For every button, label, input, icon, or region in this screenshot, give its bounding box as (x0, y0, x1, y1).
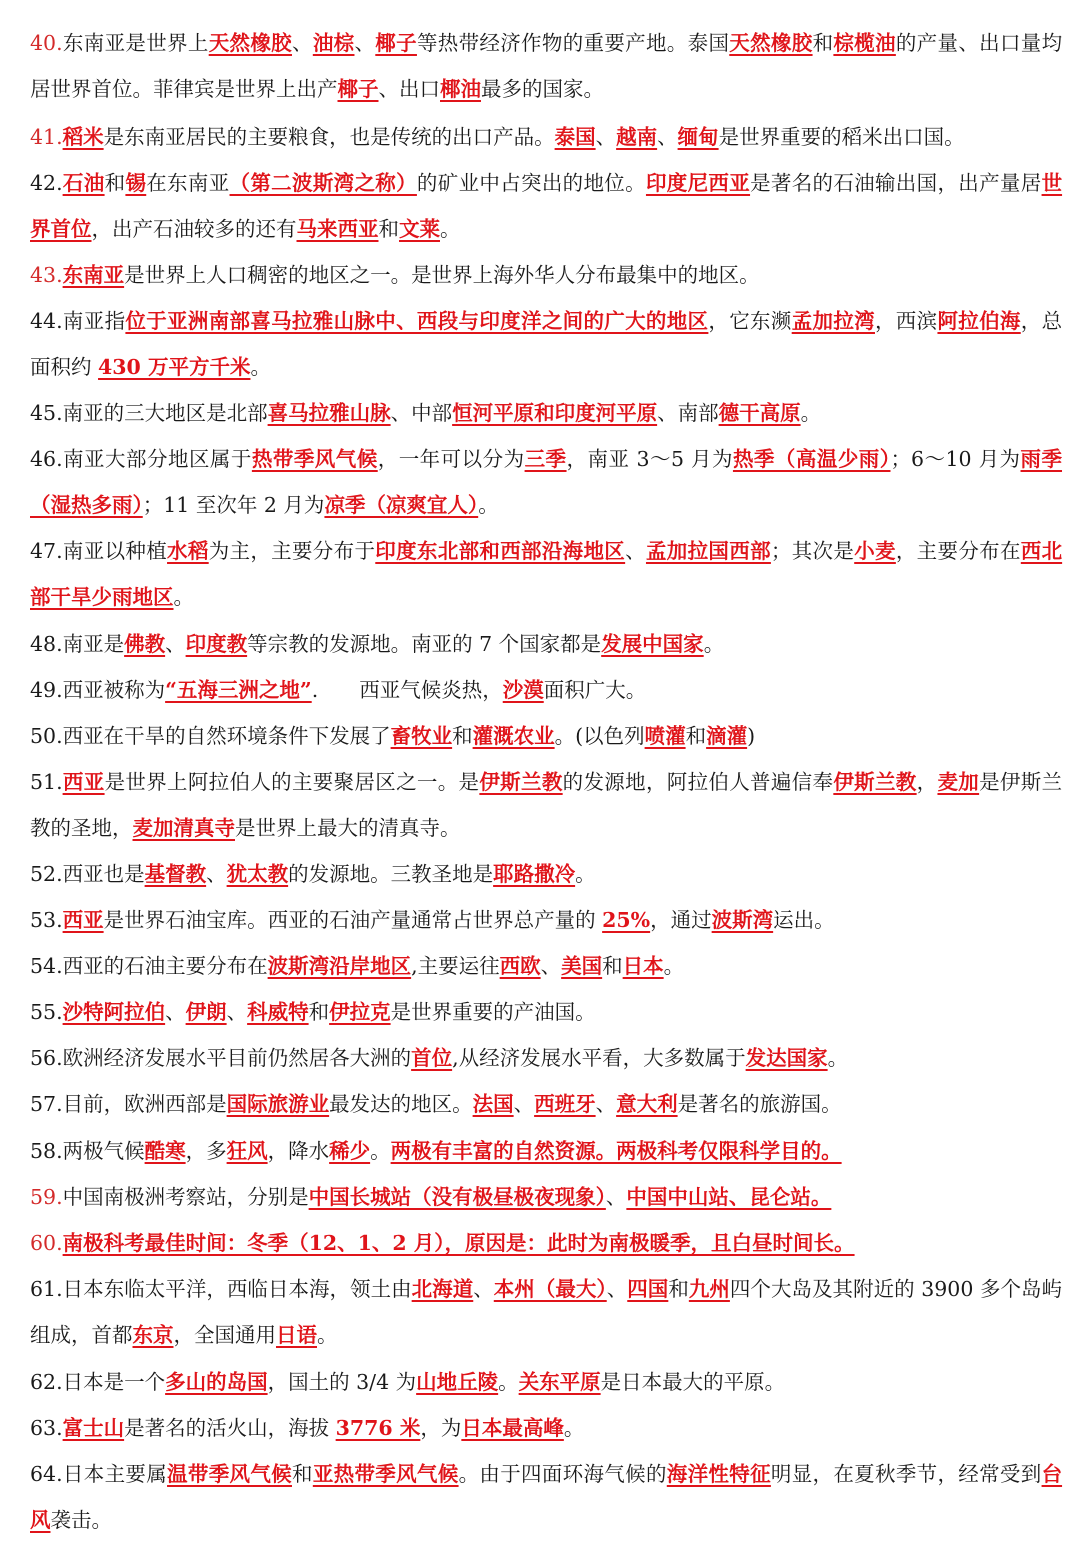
item-text: ) (747, 724, 756, 748)
key-term: 中国中山站、昆仑站。 (626, 1185, 832, 1209)
note-item (30, 298, 1062, 390)
item-text: 日本东临太平洋，西临日本海，领土由 (62, 1277, 412, 1301)
item-text: ，它东濒 (708, 309, 792, 333)
key-term: 凉季（凉爽宜人） (324, 493, 479, 517)
item-text: 袭击。 (50, 1508, 112, 1532)
note-item (30, 989, 1062, 1035)
note-item (30, 528, 1062, 620)
key-term: 世界首位 (30, 171, 1063, 241)
item-text: ，总面积约 (30, 309, 1063, 379)
key-term: 文莱 (399, 217, 440, 241)
item-text: 和 (668, 1277, 689, 1301)
key-term: 印度教 (185, 632, 248, 656)
key-term: 天然橡胶 (208, 31, 292, 55)
key-term: 西亚 (62, 908, 104, 932)
item-text: 、 (540, 954, 562, 978)
item-text: 和 (602, 954, 623, 978)
key-term: 喷灌 (644, 724, 686, 748)
item-text: 为主，主要分布于 (208, 539, 376, 563)
key-term: 雨季（湿热多雨） (30, 447, 1063, 517)
key-term: 伊斯兰教 (479, 770, 563, 794)
key-term: 椰油 (440, 77, 481, 101)
item-number: 56. (30, 1046, 63, 1070)
key-term: 稀少 (329, 1139, 371, 1163)
item-number: 63. (30, 1416, 63, 1440)
item-number: 49. (30, 678, 63, 702)
item-text: 、 (513, 1092, 535, 1116)
item-text: 目前，欧洲西部是 (62, 1092, 227, 1116)
item-number: 53. (30, 908, 63, 932)
key-term: 麦加清真寺 (132, 816, 235, 840)
key-term: 国际旅游业 (226, 1092, 330, 1116)
note-item (30, 1359, 1062, 1405)
item-text: 、 (165, 632, 186, 656)
key-term: 耶路撒冷 (493, 862, 576, 886)
key-term: 印度尼西亚 (645, 171, 751, 195)
key-term: 喜马拉雅山脉 (267, 401, 391, 425)
item-text: . 西亚气候炎热， (311, 678, 503, 702)
key-term: 阿拉伯海 (937, 309, 1021, 333)
item-text: ，南亚 3～5 月为 (566, 447, 733, 471)
item-text: 。 (663, 954, 685, 978)
key-term: 亚热带季风气候 (312, 1462, 459, 1486)
item-text: 。 (250, 355, 271, 379)
key-term: 犹太教 (226, 862, 289, 886)
note-item (30, 436, 1062, 528)
item-text: 是著名的旅游国。 (677, 1092, 842, 1116)
item-text: 面积广大。 (543, 678, 647, 702)
item-text: 两极气候 (62, 1139, 145, 1163)
note-item (30, 1266, 1062, 1358)
note-item (30, 1081, 1062, 1127)
item-text: 西亚被称为 (62, 678, 166, 702)
key-term: 发展中国家 (601, 632, 704, 656)
key-term: 酷寒 (144, 1139, 186, 1163)
item-number: 42. (30, 171, 63, 195)
item-number: 60. (30, 1231, 63, 1255)
key-term: 西欧 (499, 954, 541, 978)
item-text: ，多 (185, 1139, 227, 1163)
note-item (30, 713, 1062, 759)
item-text: 、出口 (378, 77, 440, 101)
key-term: 东京 (132, 1323, 174, 1347)
item-text: 运出。 (773, 908, 835, 932)
key-term: 温带季风气候 (167, 1462, 292, 1486)
key-term: 油棕 (312, 31, 355, 55)
key-term: 沙漠 (502, 678, 544, 702)
key-term: 石油 (62, 171, 105, 195)
key-term: 椰子 (375, 31, 417, 55)
item-text: 。 (827, 1046, 849, 1070)
item-text: 、中部 (390, 401, 453, 425)
note-item (30, 390, 1062, 436)
note-item (30, 1451, 1062, 1543)
item-text: 日本主要属 (62, 1462, 168, 1486)
key-term: 430 万平方千米 (98, 355, 251, 379)
key-term: 两极有丰富的自然资源。两极科考仅限科学目的。 (390, 1139, 842, 1163)
item-text: 南亚的三大地区是北部 (62, 401, 268, 425)
item-number: 45. (30, 401, 63, 425)
item-number: 41. (30, 125, 63, 149)
item-text: 的发源地，阿拉伯人普遍信奉 (562, 770, 834, 794)
item-number: 51. (30, 770, 63, 794)
note-item (30, 1035, 1062, 1081)
item-text: 和 (308, 1000, 330, 1024)
item-text: 、 (606, 1277, 628, 1301)
note-item (30, 851, 1062, 897)
item-text: 。 (563, 1416, 585, 1440)
key-term: 热带季风气候 (251, 447, 378, 471)
item-text: 、 (605, 1185, 627, 1209)
item-text: 南亚以种植 (62, 539, 168, 563)
item-text: 、 (165, 1000, 186, 1024)
item-text: 是世界重要的稻米出口国。 (718, 125, 965, 149)
key-term: 日本最高峰 (461, 1416, 564, 1440)
item-number: 46. (30, 447, 63, 471)
key-term: 畜牧业 (390, 724, 453, 748)
key-term: （第二波斯湾之称） (229, 171, 417, 195)
note-item (30, 759, 1062, 851)
item-text: 和 (812, 31, 834, 55)
item-text: 、 (226, 1000, 248, 1024)
item-text: ，降水 (267, 1139, 330, 1163)
item-text: 是世界石油宝库。西亚的石油产量通常占世界总产量的 (103, 908, 603, 932)
note-item (30, 252, 1062, 298)
key-term: 泰国 (554, 125, 596, 149)
key-term: 滴灌 (706, 724, 748, 748)
key-term: 四国 (627, 1277, 669, 1301)
item-number: 47. (30, 539, 63, 563)
item-text: 。 (498, 1370, 519, 1394)
item-text: 等宗教的发源地。南亚的 7 个国家都是 (247, 632, 602, 656)
key-term: 九州 (688, 1277, 730, 1301)
key-term: 孟加拉湾 (791, 309, 875, 333)
item-text: 最发达的地区。 (329, 1092, 473, 1116)
key-term: “五海三洲之地” (165, 678, 312, 702)
key-term: 伊斯兰教 (833, 770, 917, 794)
item-number: 54. (30, 954, 63, 978)
item-text: 。 (575, 862, 596, 886)
item-text: 。(以色列 (554, 724, 645, 748)
item-text: 、 (354, 31, 376, 55)
key-term: 越南 (616, 125, 658, 149)
key-term: 麦加 (937, 770, 980, 794)
item-text: 是世界上人口稠密的地区之一。是世界上海外华人分布最集中的地区。 (124, 263, 760, 287)
note-item (30, 20, 1062, 112)
key-term: 基督教 (144, 862, 207, 886)
key-term: 东南亚 (62, 263, 125, 287)
item-text: 是东南亚居民的主要粮食，也是传统的出口产品。 (103, 125, 555, 149)
note-item (30, 621, 1062, 667)
item-text: ，通过 (650, 908, 712, 932)
item-text: ，主要分布在 (895, 539, 1021, 563)
key-term: 富士山 (62, 1416, 125, 1440)
key-term: 25% (602, 908, 651, 932)
key-term: 热季（高温少雨） (732, 447, 891, 471)
item-text: 是世界重要的产油国。 (390, 1000, 596, 1024)
key-term: 西班牙 (534, 1092, 596, 1116)
item-text: 南亚大部分地区属于 (62, 447, 252, 471)
note-item (30, 1174, 1062, 1220)
item-text: 和 (452, 724, 473, 748)
key-term: 日本 (622, 954, 664, 978)
key-term: 科威特 (247, 1000, 309, 1024)
key-term: 波斯湾 (711, 908, 774, 932)
item-text: 欧洲经济发展水平目前仍然居各大洲的 (62, 1046, 412, 1070)
item-text: 。 (703, 632, 725, 656)
key-term: 伊拉克 (329, 1000, 391, 1024)
item-text: 、 (291, 31, 313, 55)
item-text: ，全国通用 (173, 1323, 276, 1347)
note-item (30, 667, 1062, 713)
item-text: 。 (370, 1139, 391, 1163)
item-text: 日本是一个 (62, 1370, 166, 1394)
key-term: 伊朗 (185, 1000, 227, 1024)
key-term: 日语 (276, 1323, 317, 1347)
key-term: 灌溉农业 (472, 724, 555, 748)
key-term: 缅甸 (677, 125, 719, 149)
key-term: 北海道 (411, 1277, 474, 1301)
item-text: 、 (595, 125, 617, 149)
item-number: 52. (30, 862, 63, 886)
item-text: 中国南极洲考察站，分别是 (62, 1185, 309, 1209)
item-number: 48. (30, 632, 63, 656)
key-term: 小麦 (854, 539, 896, 563)
item-text: 和 (104, 171, 126, 195)
item-text: 南亚指 (62, 309, 126, 333)
key-term: 法国 (472, 1092, 514, 1116)
item-text: 、 (625, 539, 646, 563)
key-term: 首位 (411, 1046, 453, 1070)
item-text: 最多的国家。 (481, 77, 604, 101)
item-text: 是世界上阿拉伯人的主要聚居区之一。是 (104, 770, 480, 794)
item-text: 西亚也是 (62, 862, 145, 886)
note-item (30, 1220, 1062, 1266)
key-term: 西亚 (62, 770, 105, 794)
key-term: 海洋性特征 (666, 1462, 771, 1486)
item-number: 58. (30, 1139, 63, 1163)
item-text: 是日本最大的平原。 (600, 1370, 786, 1394)
item-number: 57. (30, 1092, 63, 1116)
note-item (30, 1128, 1062, 1174)
item-text: 。 (317, 1323, 338, 1347)
key-term: 关东平原 (518, 1370, 601, 1394)
item-text: ，为 (420, 1416, 462, 1440)
note-item (30, 114, 1062, 160)
item-number: 44. (30, 309, 63, 333)
item-text: 是著名的活火山，海拔 (124, 1416, 336, 1440)
item-number: 43. (30, 263, 63, 287)
item-number: 61. (30, 1277, 63, 1301)
item-text: 西亚的石油主要分布在 (62, 954, 268, 978)
key-term: 椰子 (337, 77, 379, 101)
key-term: 中国长城站（没有极昼极夜现象） (308, 1185, 606, 1209)
item-text: ；11 至次年 2 月为 (142, 493, 325, 517)
key-term: 天然橡胶 (729, 31, 813, 55)
key-term: 稻米 (62, 125, 104, 149)
key-term: 德干高原 (718, 401, 801, 425)
item-text: ；6～10 月为 (890, 447, 1021, 471)
key-term: 三季 (524, 447, 567, 471)
key-term: 棕榄油 (833, 31, 896, 55)
key-term: 发达国家 (745, 1046, 828, 1070)
item-text: 四个大岛及其附近的 3900 多个岛屿组成，首都 (30, 1277, 1063, 1347)
item-text: ,从经济发展水平看，大多数属于 (452, 1046, 746, 1070)
item-text: 西亚在干旱的自然环境条件下发展了 (62, 724, 391, 748)
item-text: ，西滨 (874, 309, 938, 333)
key-term: 山地丘陵 (416, 1370, 499, 1394)
key-term: 本州（最大） (493, 1277, 607, 1301)
item-number: 50. (30, 724, 63, 748)
item-text: ，国土的 3/4 为 (267, 1370, 417, 1394)
item-text: 等热带经济作物的重要产地。泰国 (416, 31, 730, 55)
item-text: 明显，在夏秋季节，经常受到 (770, 1462, 1042, 1486)
item-text: 是著名的石油输出国，出产量居 (750, 171, 1042, 195)
key-term: 3776 米 (335, 1416, 421, 1440)
key-term: 马来西亚 (296, 217, 379, 241)
item-text: ,主要运往 (411, 954, 500, 978)
item-text: 、 (206, 862, 227, 886)
item-text: 。 (173, 585, 194, 609)
item-text: 、 (473, 1277, 494, 1301)
key-term: 佛教 (124, 632, 166, 656)
key-term: 狂风 (226, 1139, 268, 1163)
item-text: 东南亚是世界上 (62, 31, 209, 55)
item-text: 的产量、出口量均居世界首位。菲律宾是世界上出产 (30, 31, 1063, 101)
key-term: 位于亚洲南部喜马拉雅山脉中、西段与印度洋之间的广大的地区 (125, 309, 709, 333)
item-number: 64. (30, 1462, 63, 1486)
item-text: 。 (440, 217, 461, 241)
item-number: 62. (30, 1370, 63, 1394)
item-text: 是伊斯兰教的圣地， (30, 770, 1063, 840)
item-text: 在东南亚 (146, 171, 230, 195)
key-term: 孟加拉国西部 (645, 539, 771, 563)
key-term: 锡 (125, 171, 147, 195)
item-text: 、 (657, 125, 678, 149)
item-text: 和 (685, 724, 707, 748)
item-text: 南亚是 (62, 632, 125, 656)
key-term: 沙特阿拉伯 (62, 1000, 166, 1024)
item-text: 的矿业中占突出的地位。 (416, 171, 646, 195)
key-term: 意大利 (616, 1092, 678, 1116)
key-term: 美国 (561, 954, 603, 978)
item-text: ， (916, 770, 938, 794)
item-text: ，一年可以分为 (377, 447, 525, 471)
key-term: 波斯湾沿岸地区 (267, 954, 412, 978)
note-item (30, 943, 1062, 989)
key-term: 多山的岛国 (165, 1370, 268, 1394)
item-number: 59. (30, 1185, 63, 1209)
key-term: 西北部干旱少雨地区 (30, 539, 1063, 609)
key-term: 印度东北部和西部沿海地区 (375, 539, 626, 563)
key-term: 南极科考最佳时间：冬季（12、1、2 月），原因是：此时为南极暖季，且白昼时间长。 (62, 1231, 855, 1255)
note-item (30, 897, 1062, 943)
note-item (30, 160, 1062, 252)
key-term: 水稻 (167, 539, 209, 563)
item-text: 是世界上最大的清真寺。 (235, 816, 461, 840)
item-text: 。 (478, 493, 499, 517)
item-text: ，出产石油较多的还有 (91, 217, 297, 241)
item-number: 55. (30, 1000, 63, 1024)
item-text: 的发源地。三教圣地是 (288, 862, 494, 886)
item-text: 、南部 (657, 401, 719, 425)
key-term: 恒河平原和印度河平原 (452, 401, 658, 425)
item-text: 、 (595, 1092, 617, 1116)
item-text: 和 (291, 1462, 313, 1486)
note-item (30, 1405, 1062, 1451)
item-text: 和 (378, 217, 399, 241)
item-text: 。 (800, 401, 822, 425)
key-term: 台风 (30, 1462, 1063, 1532)
item-number: 40. (30, 31, 63, 55)
item-text: 。由于四面环海气候的 (458, 1462, 667, 1486)
item-text: ；其次是 (770, 539, 855, 563)
